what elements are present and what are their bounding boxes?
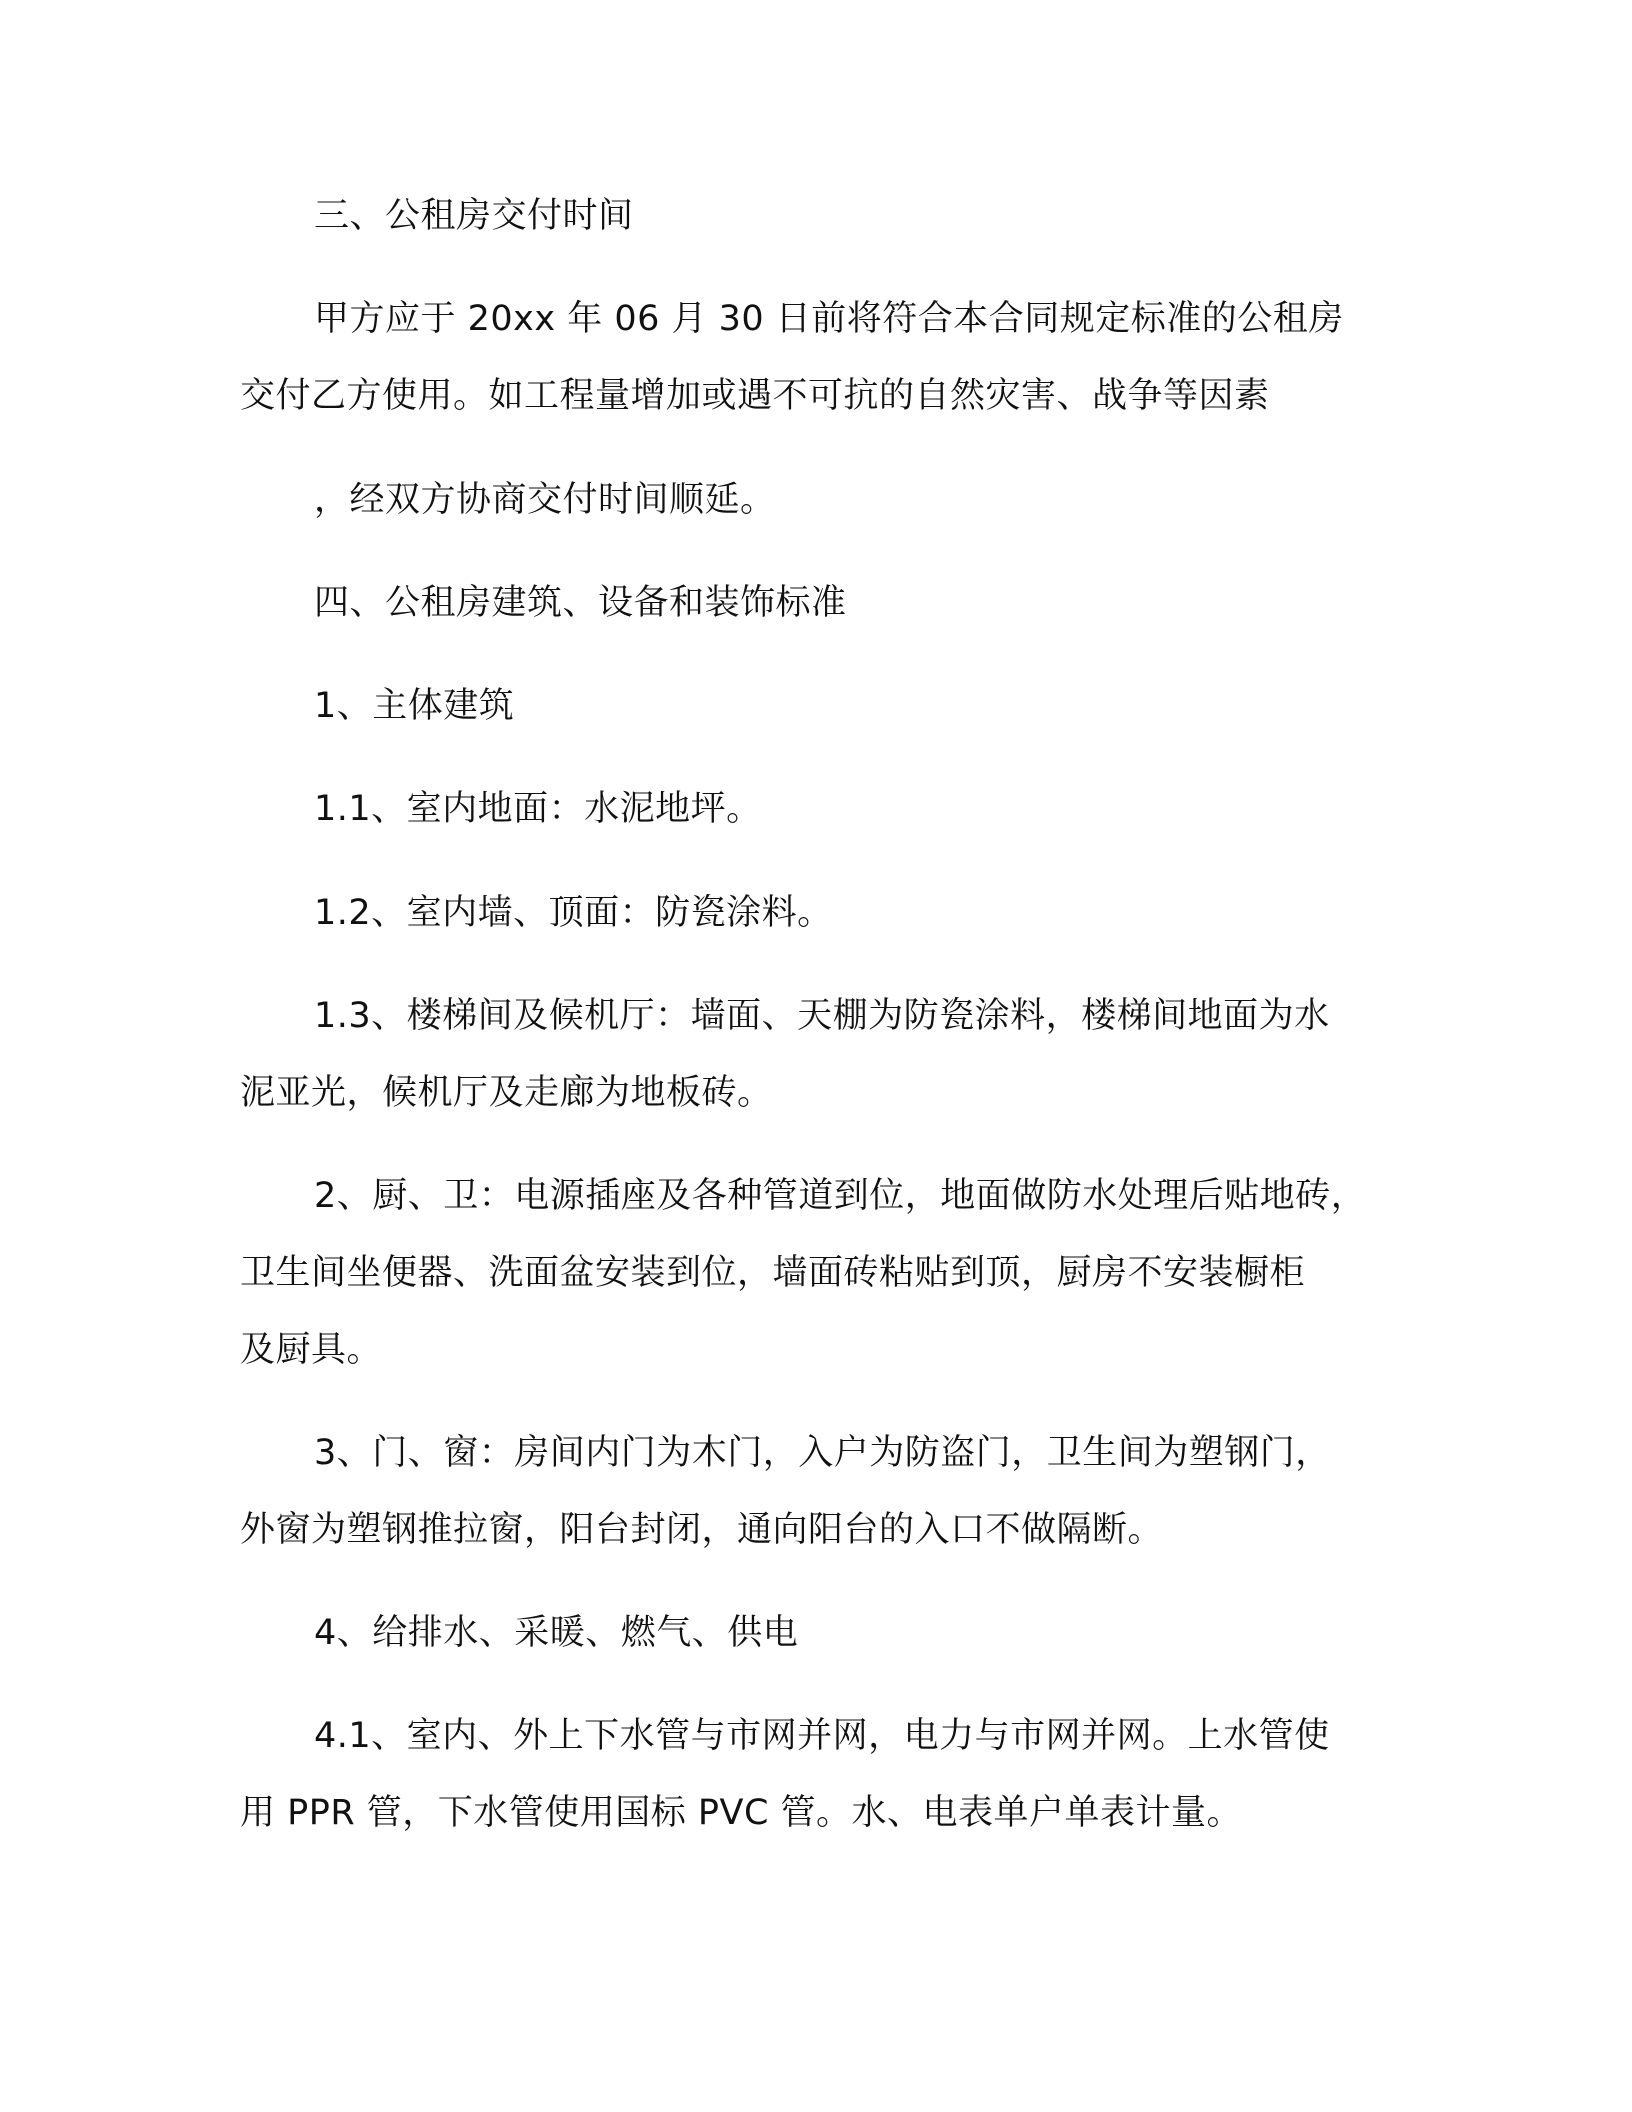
paragraph-line: 外窗为塑钢推拉窗，阳台封闭，通向阳台的入口不做隔断。 — [240, 1510, 1164, 1550]
item-4-1: 4.1、室内、外上下水管与市网并网，电力与市网并网。上水管使 — [314, 1716, 1330, 1756]
paragraph-line: 及厨具。 — [240, 1330, 383, 1370]
section-heading-4: 四、公租房建筑、设备和装饰标准 — [314, 583, 847, 623]
paragraph-line: 甲方应于 20xx 年 06 月 30 日前将符合本合同规定标准的公租房 — [314, 299, 1344, 339]
subsection-heading-1: 1、主体建筑 — [314, 686, 515, 726]
item-3: 3、门、窗：房间内门为木门，入户为防盗门，卫生间为塑钢门， — [314, 1433, 1331, 1473]
paragraph-line: 泥亚光，候机厅及走廊为地板砖。 — [240, 1073, 773, 1113]
item-1-1: 1.1、室内地面：水泥地坪。 — [314, 789, 762, 829]
paragraph-line: 卫生间坐便器、洗面盆安装到位，墙面砖粘贴到顶，厨房不安装橱柜 — [240, 1253, 1306, 1293]
item-2: 2、厨、卫：电源插座及各种管道到位，地面做防水处理后贴地砖， — [314, 1176, 1367, 1216]
section-heading-3: 三、公租房交付时间 — [314, 196, 634, 236]
item-1-2: 1.2、室内墙、顶面：防瓷涂料。 — [314, 893, 833, 933]
paragraph-line: 交付乙方使用。如工程量增加或遇不可抗的自然灾害、战争等因素 — [240, 376, 1270, 416]
subsection-heading-4: 4、给排水、采暖、燃气、供电 — [314, 1613, 799, 1653]
item-1-3: 1.3、楼梯间及候机厅：墙面、天棚为防瓷涂料，楼梯间地面为水 — [314, 996, 1330, 1036]
paragraph-line: ，经双方协商交付时间顺延。 — [314, 480, 776, 520]
paragraph-line: 用 PPR 管，下水管使用国标 PVC 管。水、电表单户单表计量。 — [240, 1793, 1243, 1833]
